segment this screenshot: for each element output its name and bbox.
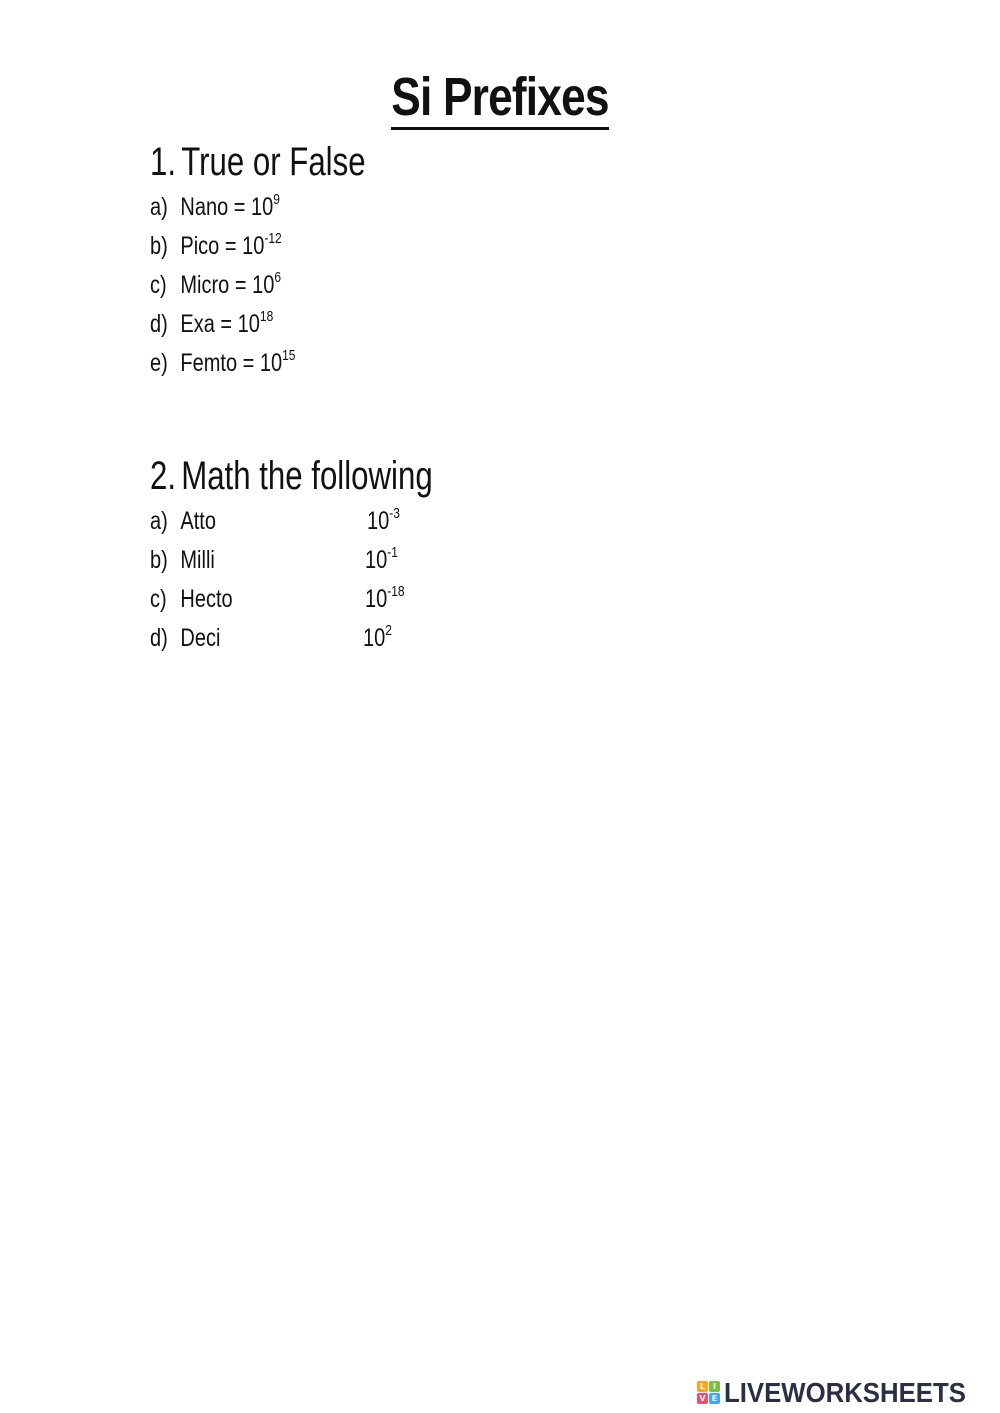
match-value-base: 10: [363, 624, 386, 652]
item-text: Pico = 10: [180, 232, 265, 260]
item-text: Exa = 10: [180, 310, 260, 338]
match-value-base: 10: [367, 507, 390, 535]
match-value: [365, 584, 405, 614]
section-2-item: [150, 545, 215, 575]
match-value: [365, 545, 398, 575]
item-letter: c): [150, 585, 167, 613]
section-2-item: [150, 584, 233, 614]
logo-text: LIVEWORKSHEETS: [724, 1377, 966, 1408]
logo-mark-tile: E: [709, 1393, 720, 1404]
section-1-heading: [150, 140, 366, 184]
section-1-item: [150, 270, 281, 300]
section-1-title: True or False: [181, 140, 366, 184]
liveworksheets-logo: [697, 1378, 987, 1408]
match-value-exponent: 2: [385, 622, 392, 639]
item-text: Nano = 10: [180, 193, 274, 221]
section-2-number: 2.: [150, 454, 177, 498]
logo-mark-tile: L: [697, 1381, 708, 1392]
match-value: [363, 623, 392, 653]
item-text: Atto: [180, 507, 216, 535]
section-2-item: [150, 623, 220, 653]
item-exponent: 9: [273, 191, 280, 208]
item-text: Deci: [180, 624, 221, 652]
logo-mark-tile: I: [709, 1381, 720, 1392]
item-exponent: 18: [259, 308, 274, 325]
item-letter: a): [150, 193, 168, 221]
section-1-item: [150, 192, 280, 222]
page-title-text: Si Prefixes: [391, 67, 608, 130]
item-text: Micro = 10: [180, 271, 275, 299]
liveworksheets-logo-icon: [697, 1381, 721, 1405]
item-text: Milli: [180, 546, 215, 574]
section-1-number: 1.: [150, 140, 177, 184]
section-1-item: [150, 348, 295, 378]
match-value: [367, 506, 400, 536]
item-exponent: -12: [264, 230, 282, 247]
item-letter: d): [150, 624, 168, 652]
section-1-item: [150, 231, 282, 261]
match-value-exponent: -1: [387, 544, 398, 561]
item-exponent: 6: [274, 269, 282, 286]
item-text: Hecto: [180, 585, 233, 613]
page-title: [90, 62, 910, 132]
section-1-item: [150, 309, 273, 339]
section-2-title: Math the following: [181, 454, 433, 498]
item-letter: c): [150, 271, 167, 299]
item-letter: d): [150, 310, 168, 338]
section-2-item: [150, 506, 216, 536]
item-letter: e): [150, 349, 168, 377]
item-exponent: 15: [282, 347, 296, 364]
section-2-heading: [150, 454, 433, 498]
match-value-base: 10: [365, 546, 388, 574]
match-value-exponent: -3: [389, 505, 400, 522]
match-value-base: 10: [365, 585, 388, 613]
item-letter: a): [150, 507, 168, 535]
item-letter: b): [150, 232, 168, 260]
item-text: Femto = 10: [180, 349, 283, 377]
logo-mark-tile: V: [697, 1393, 708, 1404]
match-value-exponent: -18: [387, 583, 405, 600]
item-letter: b): [150, 546, 168, 574]
